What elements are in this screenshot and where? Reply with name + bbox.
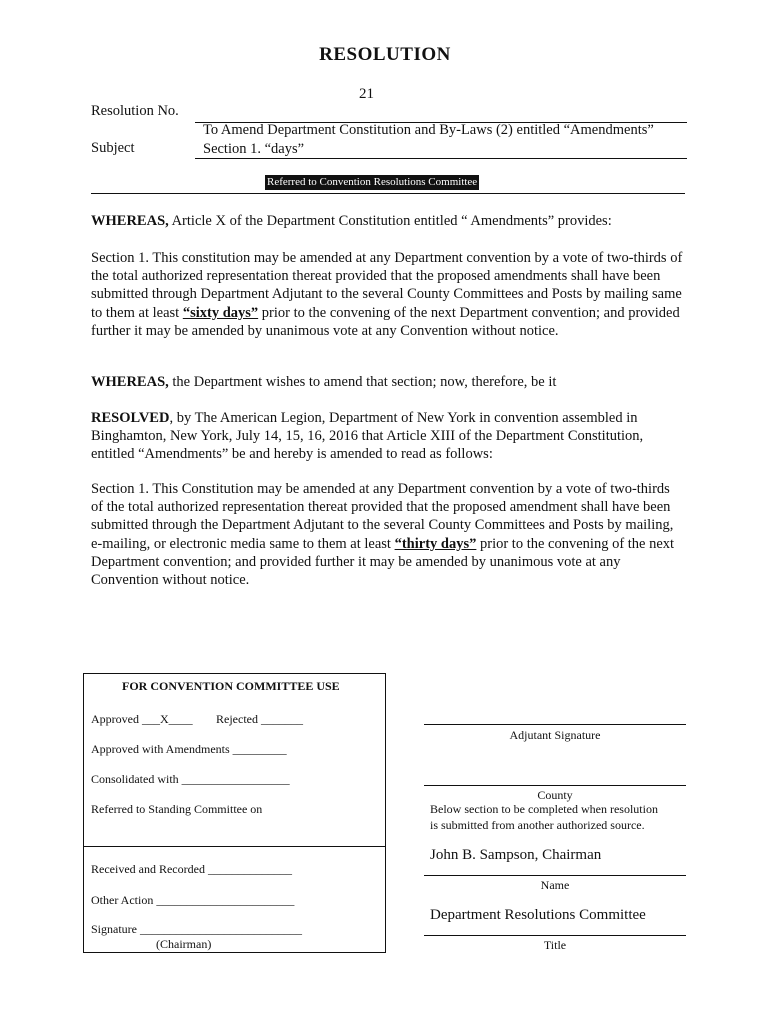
resolved-text: , by The American Legion, Department of New York in convention assembled in Binghamton, New York, July 14, 15, 16, 2016 that Article XIII of the Department Constitution, entitled “Amendments” be and hereby is amended to read as follows:	[91, 410, 644, 463]
referred-badge: Referred to Convention Resolutions Committee	[267, 176, 478, 188]
name-line	[424, 875, 686, 876]
subject-label: Subject	[91, 140, 135, 156]
whereas-paragraph-1	[91, 212, 685, 230]
whereas-text-1: Article X of the Department Constitution entitled “ Amendments” provides:	[168, 213, 612, 229]
adjutant-signature-line[interactable]	[424, 724, 686, 725]
approved-field[interactable]: Approved ___X____	[91, 712, 193, 726]
section-amended-text-a: Section 1. This Constitution may be amended at any Department convention by a vote of two-thirds of the total authorized representation thereat provided that the proposed amendment shall have been submitted through the Department Adjutant to the several County Committees and Posts by mailing, e-mailing, or electronic media same to them at least	[91, 481, 674, 552]
note-line-1: Below section to be completed when resolution	[430, 802, 658, 816]
sixty-days-emphasis: “sixty days”	[182, 304, 259, 321]
approved-with-amendments-field[interactable]: Approved with Amendments _________	[91, 742, 287, 756]
rejected-field[interactable]: Rejected _______	[216, 712, 303, 726]
subject-text	[203, 121, 693, 159]
committee-box-divider	[84, 846, 385, 847]
name-label: Name	[540, 878, 570, 892]
whereas-text-2: the Department wishes to amend that section; now, therefore, be it	[168, 374, 557, 390]
title-label: Title	[543, 938, 567, 952]
resolved-paragraph	[91, 409, 685, 464]
subject-line-underline	[195, 158, 687, 159]
committee-box-heading: FOR CONVENTION COMMITTEE USE	[122, 679, 340, 693]
county-line[interactable]	[424, 785, 686, 786]
section-original-text-b: prior to the convening of the next Department convention; and provided further it may be amended by unanimous vote at any Convention without notice.	[91, 304, 680, 339]
referred-standing-field[interactable]: Referred to Standing Committee on	[91, 802, 263, 816]
whereas-paragraph-2	[91, 373, 685, 391]
resolution-label: Resolution No.	[91, 103, 179, 119]
whereas-lead-2: WHEREAS,	[91, 374, 169, 390]
title-line	[424, 935, 686, 936]
county-label: County	[537, 788, 573, 802]
received-recorded-field[interactable]: Received and Recorded ______________	[91, 862, 292, 876]
chairman-label: (Chairman)	[156, 937, 212, 951]
section-amended-text-b: prior to the convening of the next Department convention; and provided further it may be amended by unanimous vote at any Convention without notice.	[91, 535, 675, 589]
section-amended-paragraph	[91, 480, 685, 589]
whereas-lead-1: WHEREAS,	[91, 213, 169, 229]
title-value: Department Resolutions Committee	[430, 907, 646, 923]
consolidated-with-field[interactable]: Consolidated with __________________	[91, 772, 290, 786]
note-line-2: is submitted from another authorized source.	[430, 818, 645, 832]
section-original-paragraph	[91, 249, 685, 340]
name-value: John B. Sampson, Chairman	[430, 847, 602, 863]
subject-line-1: To Amend Department Constitution and By-Laws (2) entitled “Amendments”	[203, 122, 654, 138]
section-original-text-a: Section 1. This constitution may be amended at any Department convention by a vote of two-thirds of the total authorized representation thereat provided that the proposed amendments shall have been submitted through Department Adjutant to the several County Committees and Posts by mailing same to them at least	[91, 250, 683, 321]
resolution-number: 21	[359, 86, 374, 102]
thirty-days-emphasis: “thirty days”	[394, 535, 477, 552]
subject-line-2: Section 1. “days”	[203, 141, 305, 157]
header-divider	[91, 193, 685, 194]
other-action-field[interactable]: Other Action _______________________	[91, 893, 295, 907]
document-title: RESOLUTION	[319, 44, 451, 65]
resolved-lead: RESOLVED	[91, 410, 170, 426]
adjutant-signature-label: Adjutant Signature	[509, 728, 601, 742]
chairman-signature-field[interactable]: Signature ___________________________	[91, 922, 302, 936]
